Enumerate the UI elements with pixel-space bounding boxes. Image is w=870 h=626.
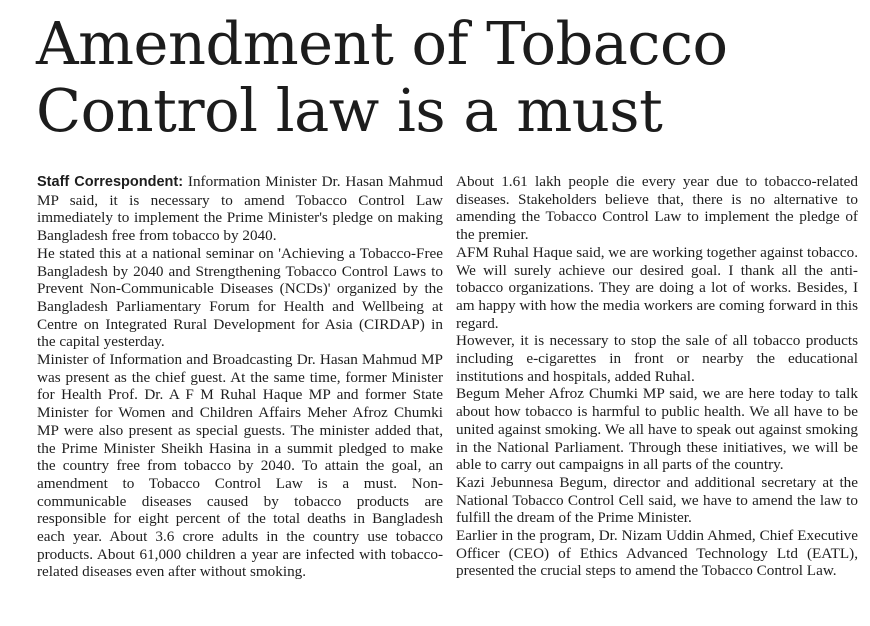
- paragraph: About 1.61 lakh people die every year due to tobacco-related diseases. Stakeholders believe that, there is no alternative to amending the Tobacco Control Law to implement the pledge of the premier.: [456, 173, 858, 244]
- article-column-left: [37, 173, 443, 581]
- paragraph: He stated this at a national seminar on 'Achieving a Tobacco-Free Bangladesh by 2040 and Strengthening Tobacco Control Laws to Prevent Non-Communicable Diseases (NCDs)' organized by the Bangladesh Parliamentary Forum for Health and Wellbeing at Centre on Integrated Rural Development for Asia (CIRDAP) in the capital yesterday.: [37, 244, 443, 351]
- paragraph: However, it is necessary to stop the sale of all tobacco products including e-cigarettes in front or nearby the educational institutions and hospitals, added Ruhal.: [456, 332, 858, 385]
- paragraph: Begum Meher Afroz Chumki MP said, we are here today to talk about how tobacco is harmful to public health. We all have to be united against smoking. We all have to speak out against smoking in the National Parliament. Through these initiatives, we will be able to carry out campaigns in all parts of the country.: [456, 385, 858, 474]
- article-column-right: [456, 173, 858, 580]
- paragraph: AFM Ruhal Haque said, we are working together against tobacco. We will surely achieve our desired goal. I thank all the anti-tobacco organizations. They are doing a lot of works. Besides, I am happy with how the media workers are coming forward in this regard.: [456, 243, 858, 332]
- headline-line-2: Control law is a must: [36, 76, 663, 145]
- byline: Staff Correspondent:: [37, 174, 184, 190]
- paragraph: Kazi Jebunnesa Begum, director and additional secretary at the National Tobacco Control Cell said, we have to amend the law to fulfill the dream of the Prime Minister.: [456, 473, 858, 527]
- paragraph-text: Information Minister Dr. Hasan Mahmud MP said, it is necessary to amend Tobacco Control Law immediately to implement the Prime Minister's pledge on making Bangladesh free from tobacco by 2040.: [37, 173, 444, 245]
- paragraph: Earlier in the program, Dr. Nizam Uddin Ahmed, Chief Executive Officer (CEO) of Ethics Advanced Technology Ltd (EATL), presented the crucial steps to amend the Tobacco Control Law.: [456, 527, 858, 580]
- headline: [36, 10, 856, 144]
- headline-line-1: Amendment of Tobacco: [36, 9, 728, 78]
- paragraph: [37, 173, 443, 245]
- paragraph: Minister of Information and Broadcasting Dr. Hasan Mahmud MP was present as the chief guest. At the same time, former Minister for Health Prof. Dr. A F M Ruhal Haque MP and former State Minister for Women and Children Affairs Meher Afroz Chumki MP were also present as special guests. The minister added that, the Prime Minister Sheikh Hasina in a summit pledged to make the country free from tobacco by 2040. To attain the goal, an amendment to Tobacco Control Law is a must. Non-communicable diseases caused by tobacco products are responsible for eight percent of the total deaths in Bangladesh each year. About 3.6 crore adults in the country use tobacco products. About 61,000 children a year are infected with tobacco-related diseases even after without smoking.: [37, 351, 443, 581]
